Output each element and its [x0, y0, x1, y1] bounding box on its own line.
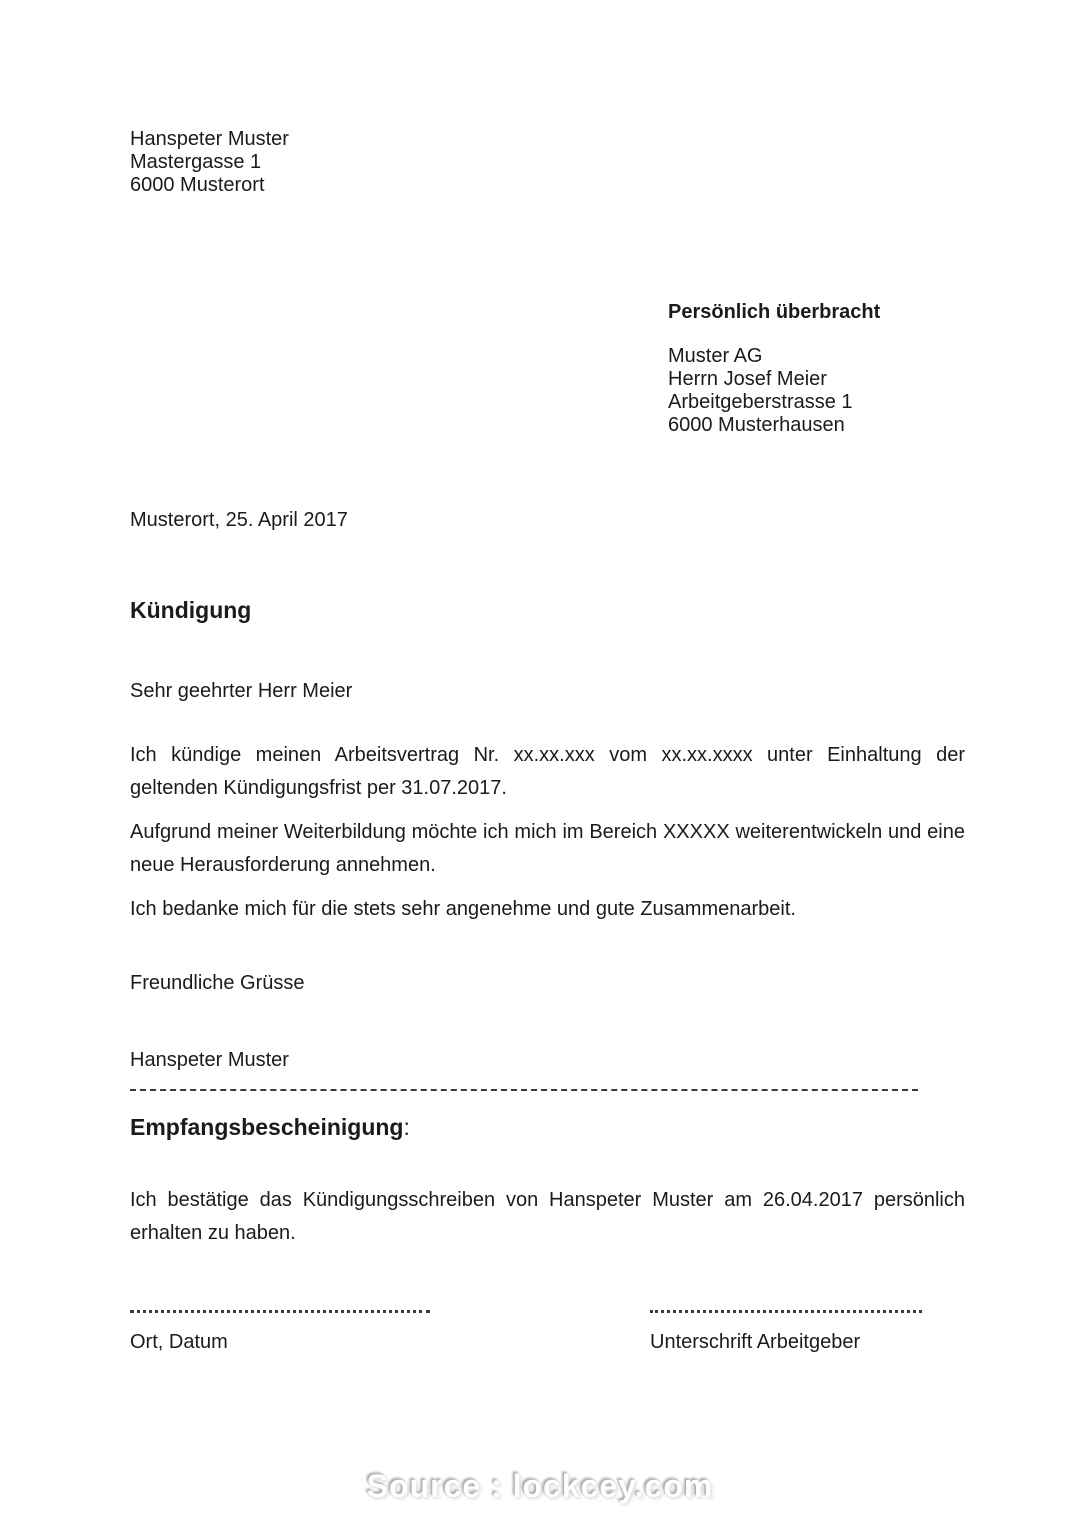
date-line: Musterort, 25. April 2017 — [130, 509, 348, 531]
signature-field-employer — [650, 1310, 922, 1354]
sender-address-block — [130, 128, 965, 197]
recipient-area — [668, 301, 965, 437]
paragraph-reason: Aufgrund meiner Weiterbildung möchte ich mich im Bereich XXXXX weiterentwickeln und eine neue Herausforderung annehmen. — [130, 821, 965, 876]
receipt-heading — [130, 1114, 965, 1140]
receipt-confirmation-text: Ich bestätige das Kündigungsschreiben von Hanspeter Muster am 26.04.2017 persönlich erhalten zu haben. — [130, 1189, 965, 1244]
recipient-contact: Herrn Josef Meier — [668, 368, 827, 390]
sender-city: 6000 Musterort — [130, 174, 265, 196]
signature-dotted-line-employer — [650, 1310, 922, 1313]
paragraph-termination: Ich kündige meinen Arbeitsvertrag Nr. xx.xx.xxx vom xx.xx.xxxx unter Einhaltung der geltenden Kündigungsfrist per 31.07.2017. — [130, 744, 965, 799]
salutation: Sehr geehrter Herr Meier — [130, 680, 353, 702]
recipient-city: 6000 Musterhausen — [668, 414, 845, 436]
paragraph-thanks: Ich bedanke mich für die stets sehr angenehme und gute Zusammenarbeit. — [130, 898, 796, 920]
dashed-divider-line — [130, 1089, 918, 1091]
source-watermark: Source : lockcey.com — [366, 1468, 714, 1504]
subject-heading: Kündigung — [130, 597, 252, 623]
signature-field-place-date — [130, 1310, 430, 1354]
recipient-street: Arbeitgeberstrasse 1 — [668, 391, 853, 413]
signature-label-place-date: Ort, Datum — [130, 1331, 228, 1353]
sender-street: Mastergasse 1 — [130, 151, 262, 173]
receipt-heading-text: Empfangsbescheinigung — [130, 1114, 404, 1140]
delivery-note: Persönlich überbracht — [668, 301, 881, 323]
recipient-company: Muster AG — [668, 345, 763, 367]
signature-dotted-line-place-date — [130, 1310, 430, 1313]
letter-body — [130, 739, 965, 926]
sender-name: Hanspeter Muster — [130, 128, 289, 150]
signature-label-employer: Unterschrift Arbeitgeber — [650, 1331, 861, 1353]
receipt-heading-colon: : — [403, 1114, 410, 1140]
signature-name: Hanspeter Muster — [130, 1049, 289, 1071]
signature-row — [130, 1310, 965, 1380]
closing-phrase: Freundliche Grüsse — [130, 972, 305, 994]
recipient-address-block — [668, 345, 965, 437]
